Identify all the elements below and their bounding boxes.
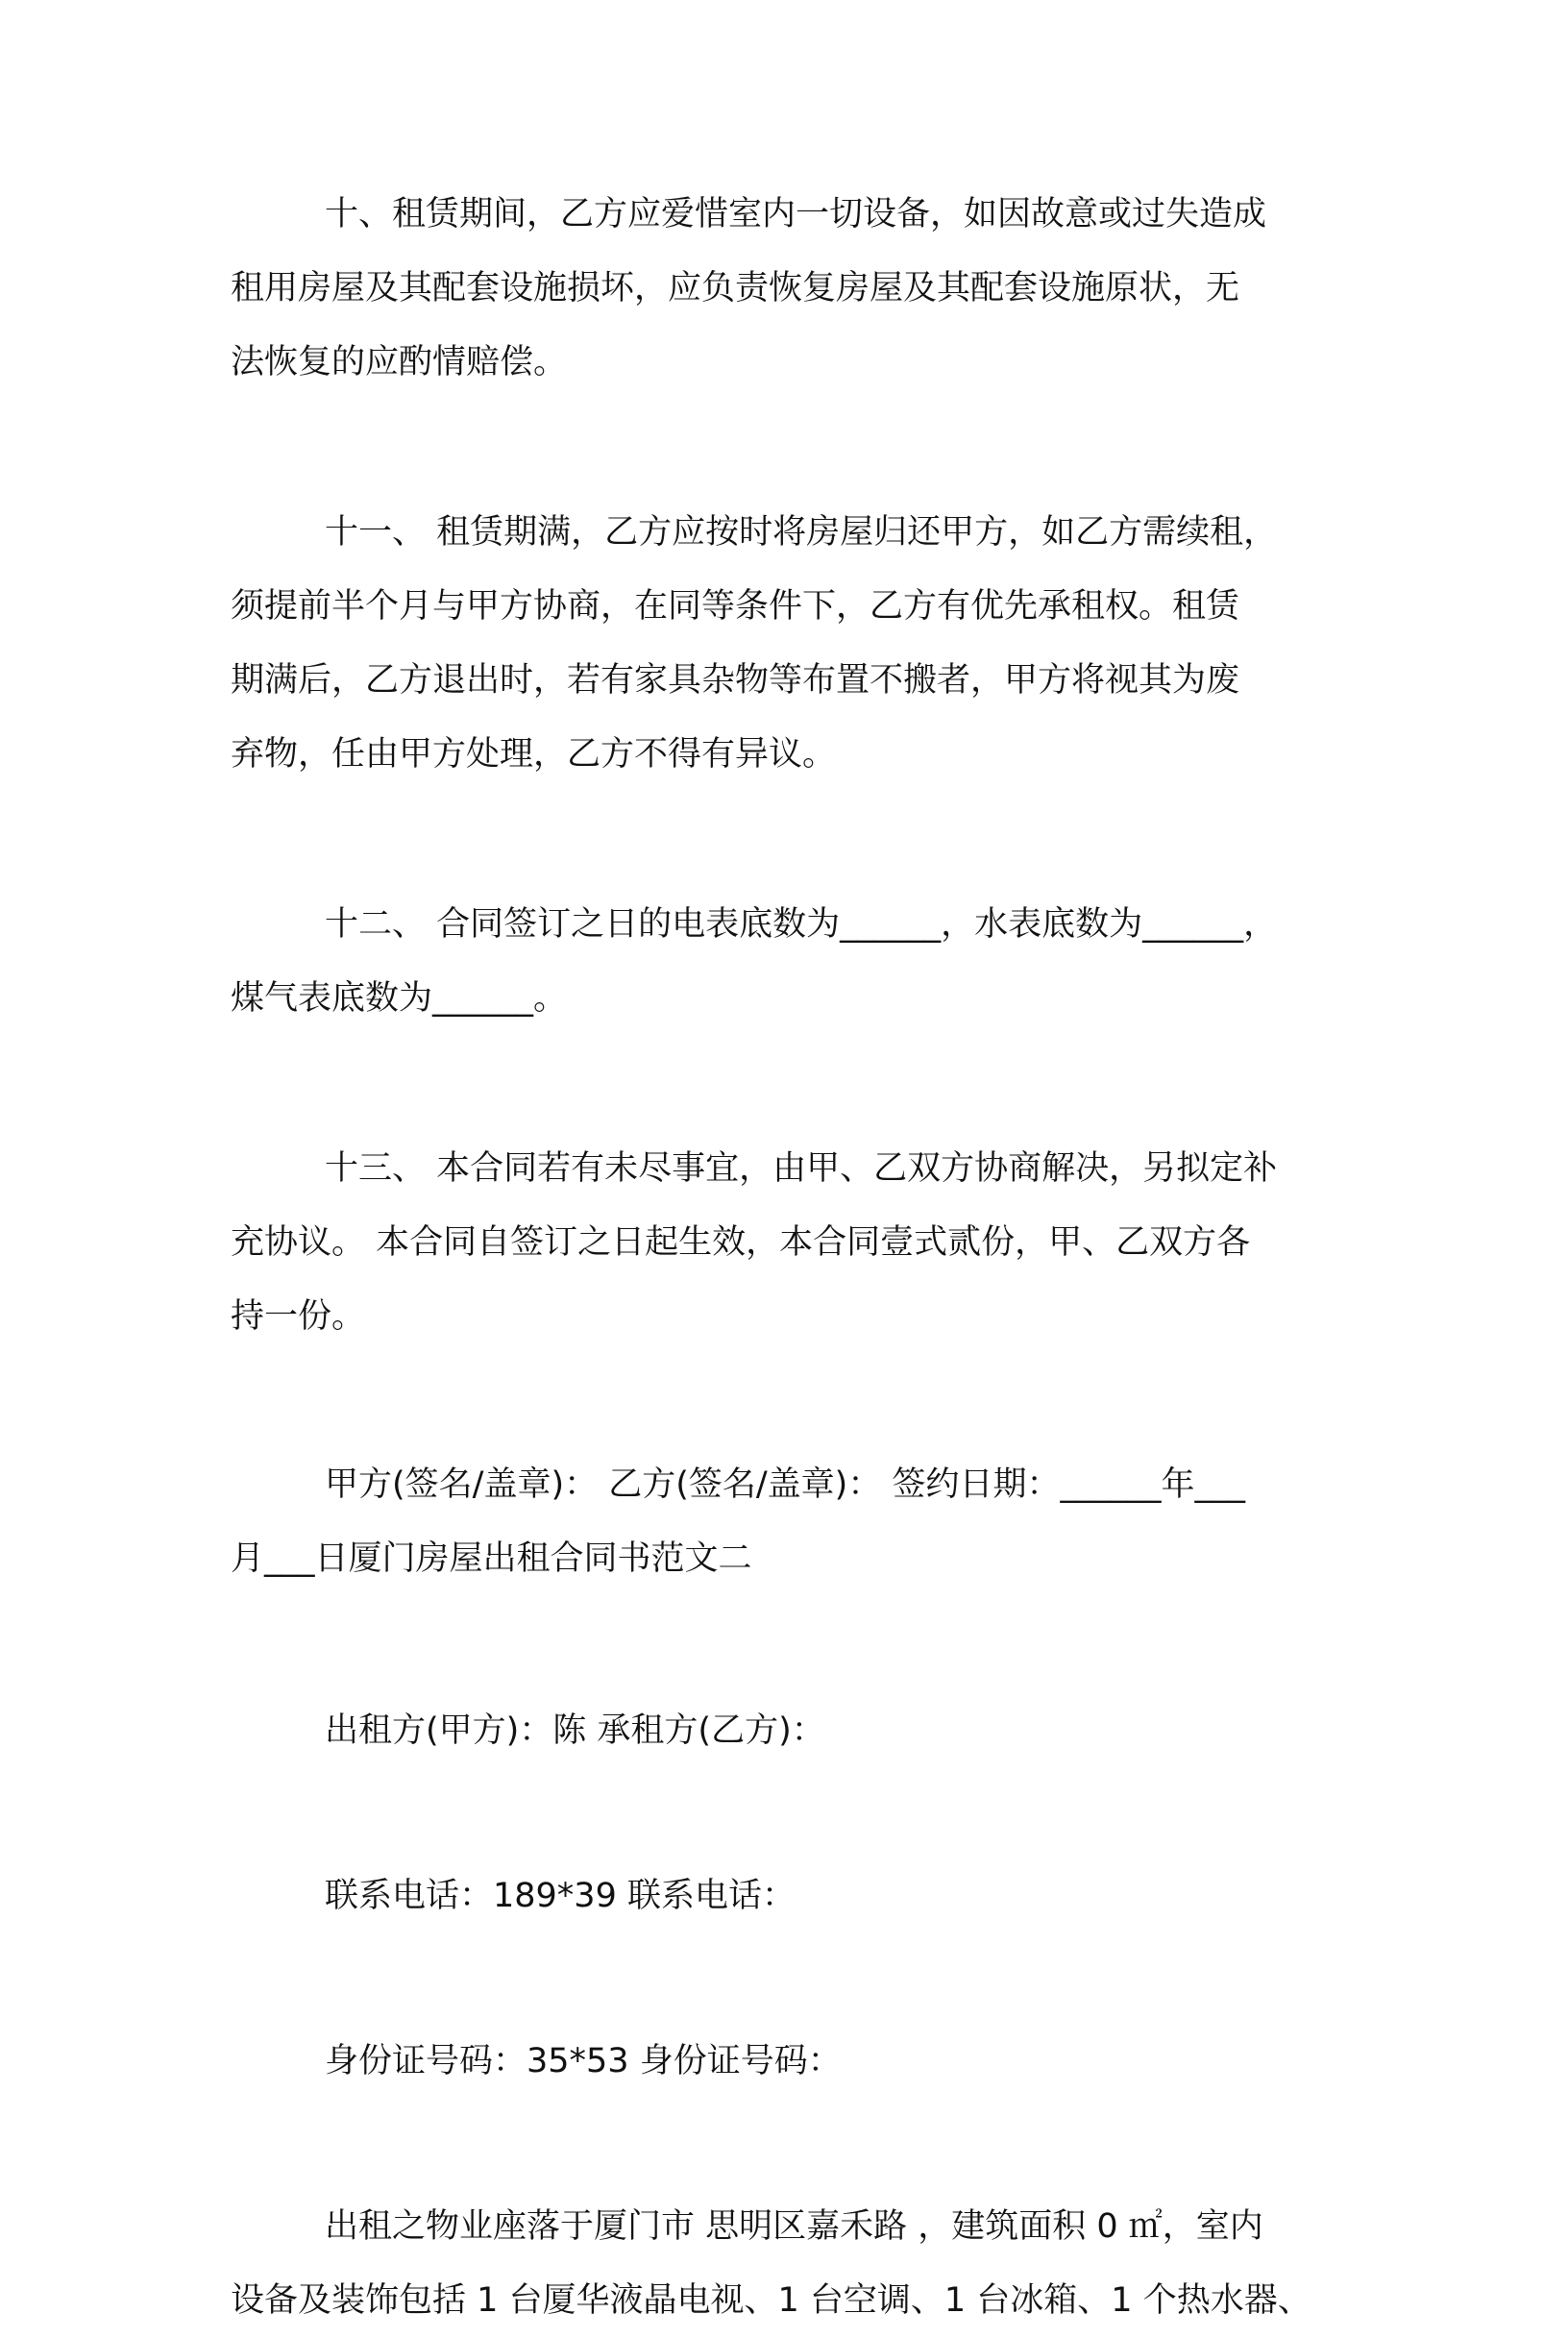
clause-13 <box>231 1132 1347 1354</box>
text-line: 十、租赁期间，乙方应爱惜室内一切设备，如因故意或过失造成 <box>325 195 1267 234</box>
text-line: 出租方(甲方)：陈 承租方(乙方)： <box>325 1711 825 1750</box>
text-line: 租用房屋及其配套设施损坏，应负责恢复房屋及其配套设施原状，无 <box>231 269 1240 308</box>
clause-11 <box>231 496 1347 792</box>
text-line: 出租之物业座落于厦门市 思明区嘉禾路 ，建筑面积 0 ㎡，室内 <box>325 2207 1263 2246</box>
text-line: 持一份。 <box>231 1297 366 1336</box>
text-line: 十三、 本合同若有未尽事宜，由甲、乙双方协商解决，另拟定补 <box>325 1149 1278 1188</box>
text-line: 煤气表底数为______。 <box>231 979 568 1018</box>
text-line: 弃物，任由甲方处理，乙方不得有异议。 <box>231 735 837 774</box>
text-line: 身份证号码：35*53 身份证号码： <box>325 2042 842 2080</box>
id-number-line <box>231 2025 1347 2099</box>
signature-line <box>231 1448 1347 1596</box>
clause-10 <box>231 178 1347 400</box>
document-body <box>231 178 1347 2338</box>
property-description <box>231 2190 1347 2338</box>
text-line: 月___日厦门房屋出租合同书范文二 <box>231 1539 752 1578</box>
text-line: 法恢复的应酌情赔偿。 <box>231 343 568 381</box>
clause-12 <box>231 888 1347 1036</box>
text-line: 期满后，乙方退出时，若有家具杂物等布置不搬者，甲方将视其为废 <box>231 661 1240 700</box>
parties-line <box>231 1694 1347 1768</box>
text-line: 须提前半个月与甲方协商，在同等条件下，乙方有优先承租权。租赁 <box>231 587 1240 626</box>
text-line: 十二、 合同签订之日的电表底数为______，水表底数为______， <box>325 905 1278 944</box>
text-line: 联系电话：189*39 联系电话： <box>325 1877 796 1915</box>
text-line: 甲方(签名/盖章)： 乙方(签名/盖章)： 签约日期：______年___ <box>325 1465 1245 1504</box>
text-line: 十一、 租赁期满，乙方应按时将房屋归还甲方，如乙方需续租， <box>325 513 1278 552</box>
text-line: 充协议。 本合同自签订之日起生效，本合同壹式贰份，甲、乙双方各 <box>231 1223 1251 1262</box>
text-line: 设备及装饰包括 1 台厦华液晶电视、1 台空调、1 台冰箱、1 个热水器、 <box>231 2281 1311 2320</box>
phone-line <box>231 1859 1347 1933</box>
